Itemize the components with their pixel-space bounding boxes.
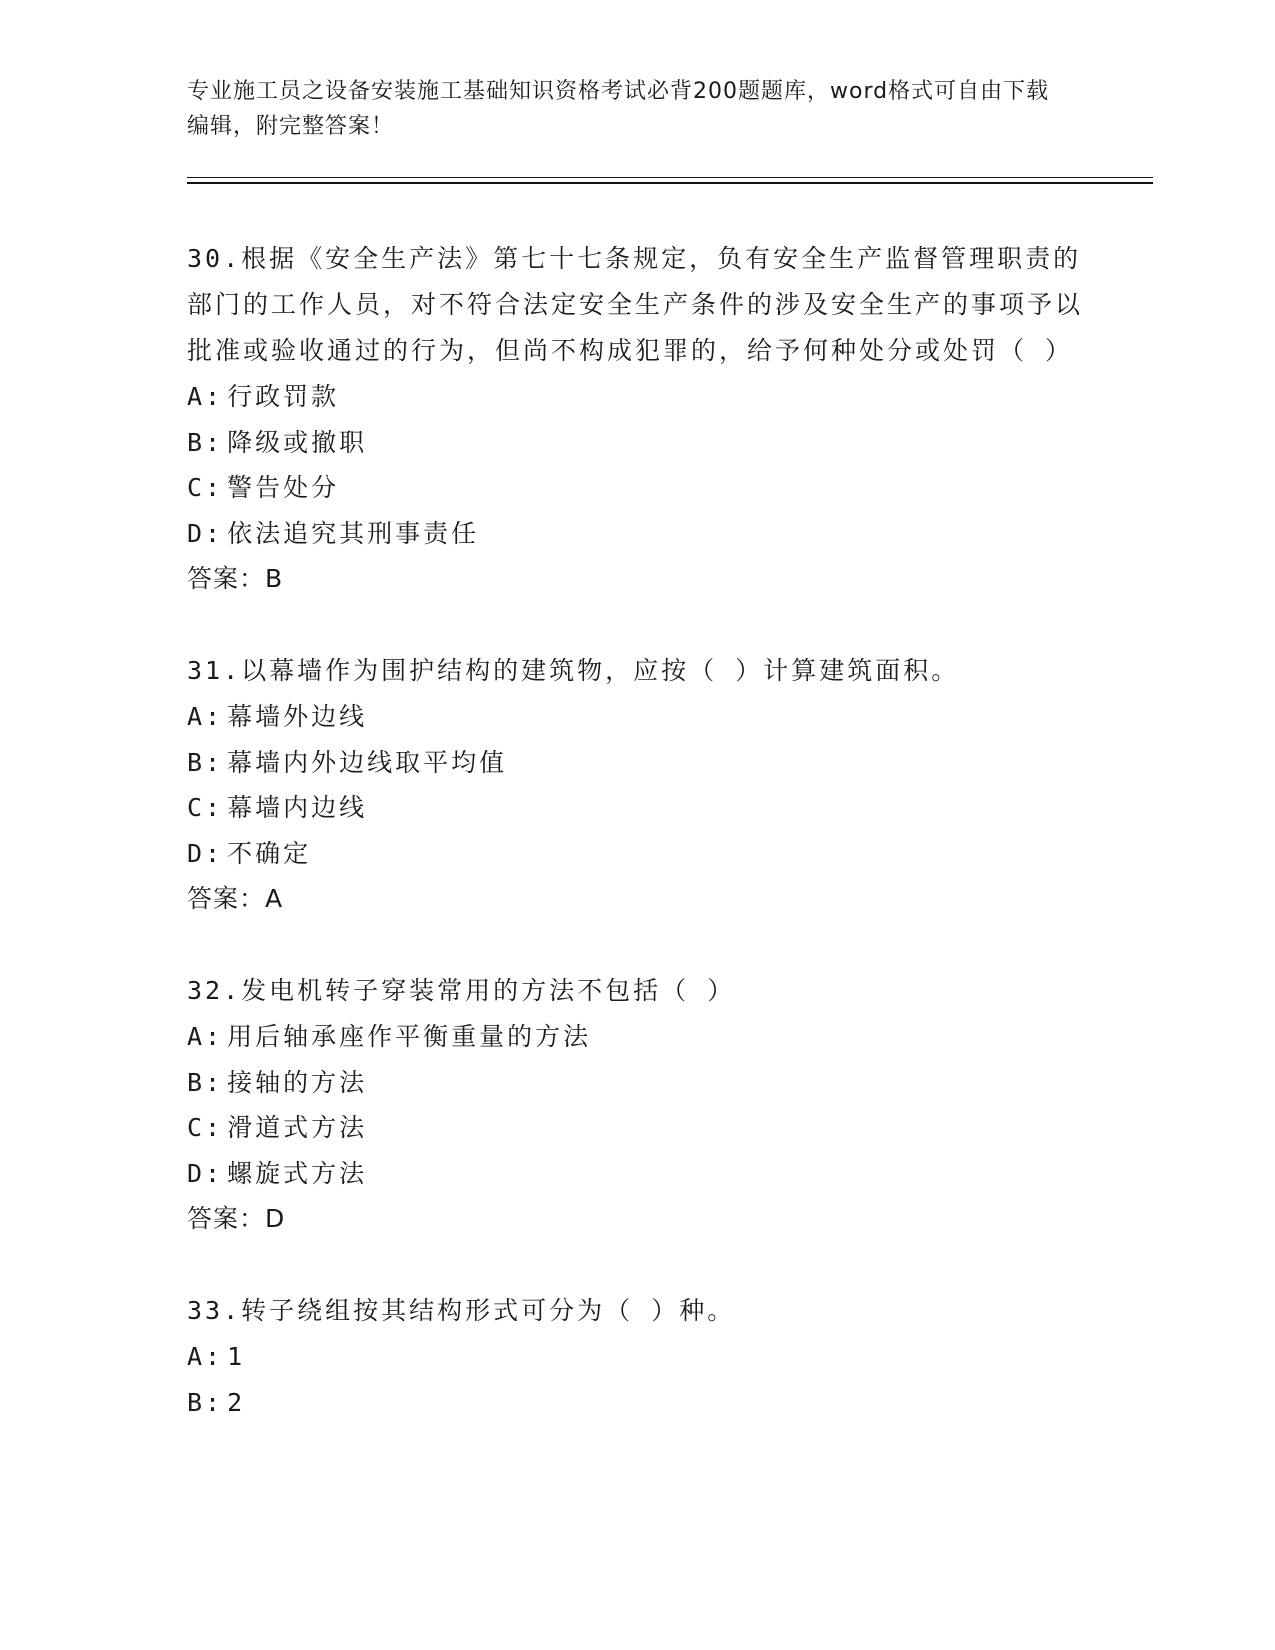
option-text: 螺旋式方法	[227, 1158, 368, 1188]
option-letter: A:	[187, 1342, 224, 1371]
document-intro: 专业施工员之设备安装施工基础知识资格考试必背200题题库，word格式可自由下载编辑，附完整答案！	[187, 79, 1050, 139]
answer-line: 答案：A	[187, 884, 284, 913]
option-text: 幕墙外边线	[227, 702, 368, 731]
option-a	[187, 1014, 1087, 1060]
option-letter: B:	[187, 427, 224, 457]
option-letter: B:	[187, 1067, 224, 1097]
option-letter: D:	[187, 838, 224, 868]
question-31	[187, 648, 1087, 922]
option-letter: C:	[187, 793, 224, 822]
option-text: 1	[227, 1342, 246, 1371]
option-text: 不确定	[227, 838, 312, 868]
answer-line: 答案：B	[187, 564, 284, 593]
header-divider-thin	[187, 177, 1153, 178]
question-stem: 31.以幕墙作为围护结构的建筑物，应按（ ）计算建筑面积。	[187, 656, 960, 685]
option-b	[187, 1380, 1087, 1426]
option-text: 幕墙内边线	[227, 793, 368, 822]
option-a	[187, 694, 1087, 740]
option-letter: A:	[187, 382, 224, 411]
header-divider-thick	[187, 182, 1153, 184]
option-text: 用后轴承座作平衡重量的方法	[227, 1022, 592, 1051]
option-d	[187, 1151, 1087, 1197]
option-c	[187, 465, 1087, 511]
option-c	[187, 785, 1087, 831]
option-letter: B:	[187, 747, 224, 777]
option-letter: D:	[187, 1158, 224, 1188]
option-a	[187, 1334, 1087, 1380]
option-b	[187, 740, 1087, 786]
option-text: 滑道式方法	[227, 1113, 368, 1142]
option-text: 依法追究其刑事责任	[227, 518, 480, 548]
option-text: 警告处分	[227, 473, 340, 502]
question-32	[187, 968, 1087, 1242]
question-stem: 30.根据《安全生产法》第七十七条规定，负有安全生产监督管理职责的部门的工作人员，对不符合法定安全生产条件的涉及安全生产的事项予以批准或验收通过的行为，但尚不构成犯罪的，给予何种处分或处罚（ ）	[187, 244, 1084, 365]
option-letter: A:	[187, 1022, 224, 1051]
option-c	[187, 1105, 1087, 1151]
question-list	[187, 236, 1087, 1425]
option-b	[187, 1060, 1087, 1106]
answer-line: 答案：D	[187, 1204, 286, 1233]
question-stem: 32.发电机转子穿装常用的方法不包括（ ）	[187, 976, 736, 1005]
question-stem: 33.转子绕组按其结构形式可分为（ ）种。	[187, 1296, 736, 1325]
option-a	[187, 374, 1087, 420]
question-33	[187, 1288, 1087, 1425]
option-letter: B:	[187, 1387, 224, 1417]
option-text: 接轴的方法	[227, 1067, 368, 1097]
option-text: 降级或撤职	[227, 427, 368, 457]
option-letter: A:	[187, 702, 224, 731]
option-d	[187, 511, 1087, 557]
option-letter: C:	[187, 1113, 224, 1142]
option-d	[187, 831, 1087, 877]
option-text: 行政罚款	[227, 382, 340, 411]
question-30	[187, 236, 1087, 602]
option-text: 幕墙内外边线取平均值	[227, 747, 508, 777]
option-letter: C:	[187, 473, 224, 502]
option-b	[187, 420, 1087, 466]
option-letter: D:	[187, 518, 224, 548]
option-text: 2	[227, 1387, 246, 1417]
